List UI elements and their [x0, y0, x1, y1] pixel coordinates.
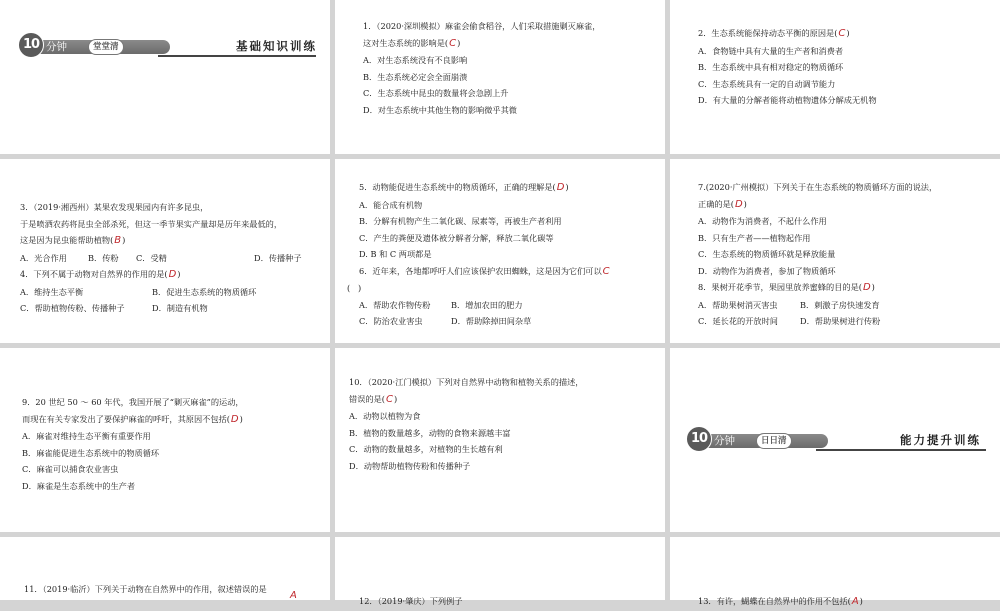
q5-option-d: D. B 和 C 两项都是 [359, 249, 432, 259]
q4-option-d: D．制造有机物 [152, 303, 208, 313]
q2-option-d: D．有大量的分解者能将动植物遗体分解成无机物 [698, 95, 877, 105]
q10-option-a: A．动物以植物为食 [349, 411, 421, 421]
banner-number: 10 [686, 426, 712, 452]
banner-tag: 堂堂清 [88, 39, 124, 55]
q9-stem-line2: 而现在有关专家发出了要保护麻雀的呼吁，其原因不包括(D) [22, 413, 243, 425]
q8-option-d: D．帮助果树进行传粉 [800, 316, 881, 326]
question-2 [698, 25, 877, 109]
q10-option-d: D．动物帮助植物传粉和传播种子 [349, 460, 471, 471]
cell-banner-advanced [670, 348, 1000, 532]
q3-stem-line2: 于是喷洒农药将昆虫全部杀死，但这一季节果实产量却是历年来最低的， [20, 218, 283, 229]
banner-unit: 分钟 [46, 41, 67, 53]
cell-q10 [335, 348, 665, 532]
banner-number: 10 [18, 32, 44, 58]
question-7 [698, 179, 937, 330]
q4-option-c: C．帮助植物传粉、传播种子 [20, 303, 125, 313]
q1-option-d: D．对生态系统中其他生物的影响微乎其微 [363, 104, 517, 115]
banner-unit: 分钟 [714, 435, 735, 447]
q8-option-b: B．刺激子房快速发育 [800, 299, 880, 310]
banner-basic [18, 32, 318, 58]
q9-option-d: D．麻雀是生态系统中的生产者 [22, 480, 136, 491]
q8-stem: 8．果树开花季节，果园里放养蜜蜂的目的是(D) [698, 282, 875, 293]
q9-stem-line1: 9．20 世纪 50 ～ 60 年代，我国开展了“剿灭麻雀”的运动， [22, 397, 244, 407]
banner-rule [158, 55, 316, 57]
cell-q3-q4 [0, 159, 330, 343]
q6-option-d: D．帮助除掉田间杂草 [451, 316, 532, 326]
question-1 [363, 18, 600, 118]
question-5 [347, 179, 611, 330]
q5-option-a: A．能合成有机物 [359, 199, 423, 210]
q4-stem: 4．下列不属于动物对自然界的作用的是(D) [20, 269, 181, 280]
q10-stem-line2: 错误的是(C) [349, 393, 398, 405]
q8-option-a: A．帮助果树消灭害虫 [698, 299, 778, 310]
q6-option-c: C．防治农业害虫 [359, 316, 423, 326]
q2-option-a: A．食物链中具有大量的生产者和消费者 [698, 45, 844, 56]
q6-options-row1 [359, 297, 611, 314]
q7-option-c: C．生态系统的物质循环就是释放能量 [698, 249, 836, 259]
q8-options-row1 [698, 297, 937, 314]
question-3 [20, 199, 302, 317]
q6-option-b: B．增加农田的肥力 [451, 299, 523, 310]
cell-banner-basic [0, 0, 330, 154]
question-11 [24, 581, 267, 598]
q4-option-a: A．维持生态平衡 [20, 286, 84, 297]
q2-option-c: C．生态系统具有一定的自动调节能力 [698, 78, 836, 89]
q9-option-b: B．麻雀能促进生态系统中的物质循环 [22, 447, 160, 458]
q9-option-a: A．麻雀对维持生态平衡有重要作用 [22, 431, 151, 441]
banner-tag: 日日清 [756, 433, 792, 449]
q7-stem-line1: 7.(2020·广州模拟）下列关于在生态系统的物质循环方面的说法， [698, 182, 938, 192]
q7-stem-line2: 正确的是(D) [698, 198, 747, 210]
q13-answer: A [851, 596, 859, 607]
q10-stem-line1: 10．（2020·江门模拟）下列对自然界中动物和植物关系的描述， [349, 377, 584, 387]
q3-stem-line3: 这是因为昆虫能帮助植物(B) [20, 235, 126, 246]
q3-answer: B [114, 235, 122, 246]
q5-answer: D [556, 182, 565, 193]
banner-title: 基础知识训练 [236, 39, 317, 53]
q12-stem: 12．（2019·肇庆）下列例子 [359, 596, 463, 606]
q4-option-b: B．促进生态系统的物质循环 [152, 286, 257, 297]
q9-option-c: C．麻雀可以捕食农业害虫 [22, 464, 119, 474]
q10-answer: C [385, 393, 393, 405]
banner-title: 能力提升训练 [900, 433, 981, 447]
q1-option-a: A．对生态系统没有不良影响 [363, 55, 468, 65]
q3-option-d: D．传播种子 [254, 252, 302, 263]
q7-answer: D [734, 198, 743, 210]
q3-option-a: A．光合作用 [20, 252, 67, 263]
q3-stem-line1: 3．（2019·湘西州）某果农发现果园内有许多昆虫， [20, 202, 209, 212]
q8-answer: D [862, 282, 871, 293]
q13-stem: 13．有许，蝴蝶在自然界中的作用不包括(A) [698, 596, 863, 607]
q6-answer: C [602, 265, 610, 277]
q8-options-row2 [698, 313, 937, 330]
cell-q11 [0, 537, 330, 600]
q1-option-c: C．生态系统中昆虫的数量将会急剧上升 [363, 88, 509, 98]
q3-option-c: C．受精 [136, 252, 167, 263]
q7-option-b: B．只有生产者——植物起作用 [698, 232, 811, 243]
q2-stem: 2．生态系统能保持动态平衡的原因是(C) [698, 28, 850, 39]
q10-option-b: B．植物的数量越多，动物的食物来源越丰富 [349, 427, 511, 438]
q3-options [20, 250, 302, 267]
q1-stem-line2: 这对生态系统的影响是(C) [363, 37, 461, 49]
q2-answer: C [838, 28, 846, 39]
banner-rule [816, 449, 986, 451]
q3-option-b: B．传粉 [88, 252, 119, 263]
question-9 [22, 394, 244, 494]
question-13 [698, 593, 863, 611]
cell-q2 [670, 0, 1000, 154]
cell-q12 [335, 537, 665, 606]
q1-stem-line1: 1．（2020·深圳模拟）麻雀会偷食稻谷，人们采取措施剿灭麻雀， [363, 21, 601, 31]
q6-stem-line1: 6．近年来，各地都呼吁人们应该保护农田蜘蛛，这是因为它们可以C [359, 265, 610, 277]
q11-answer: A [290, 590, 297, 601]
q1-option-b: B．生态系统必定会全面崩溃 [363, 71, 468, 82]
q7-option-a: A．动物作为消费者，不起什么作用 [698, 216, 827, 226]
q9-answer: D [230, 413, 239, 425]
cell-q5-q6 [335, 159, 665, 343]
cell-q13 [670, 537, 1000, 607]
q2-option-b: B．生态系统中具有相对稳定的物质循环 [698, 62, 844, 72]
q5-stem: 5．动物能促进生态系统中的物质循环，正确的理解是(D) [359, 182, 569, 193]
q6-options-row2 [359, 313, 611, 330]
cell-q9 [0, 348, 330, 532]
q4-answer: D [168, 269, 177, 280]
q5-option-c: C．产生的粪便及遗体被分解者分解，释放二氧化碳等 [359, 232, 554, 243]
q7-option-d: D．动物作为消费者，参加了物质循环 [698, 265, 836, 276]
cell-q7-q8 [670, 159, 1000, 343]
q1-answer: C [449, 37, 457, 49]
question-10 [349, 374, 583, 474]
banner-advanced [686, 426, 986, 452]
q5-option-b: B．分解有机物产生二氧化碳、尿素等，再被生产者利用 [359, 216, 562, 226]
q4-options-row1 [20, 284, 302, 301]
q6-stem-line2: ( ) [347, 283, 362, 293]
q11-stem: 11．（2019·临沂）下列关于动物在自然界中的作用，叙述错误的是 [24, 584, 267, 594]
q6-option-a: A．帮助农作物传粉 [359, 299, 431, 310]
q4-options-row2 [20, 300, 302, 317]
q10-option-c: C．动物的数量越多，对植物的生长越有利 [349, 444, 503, 454]
cell-q1 [335, 0, 665, 154]
q8-option-c: C．延长花的开放时间 [698, 316, 778, 326]
question-12 [359, 593, 462, 610]
